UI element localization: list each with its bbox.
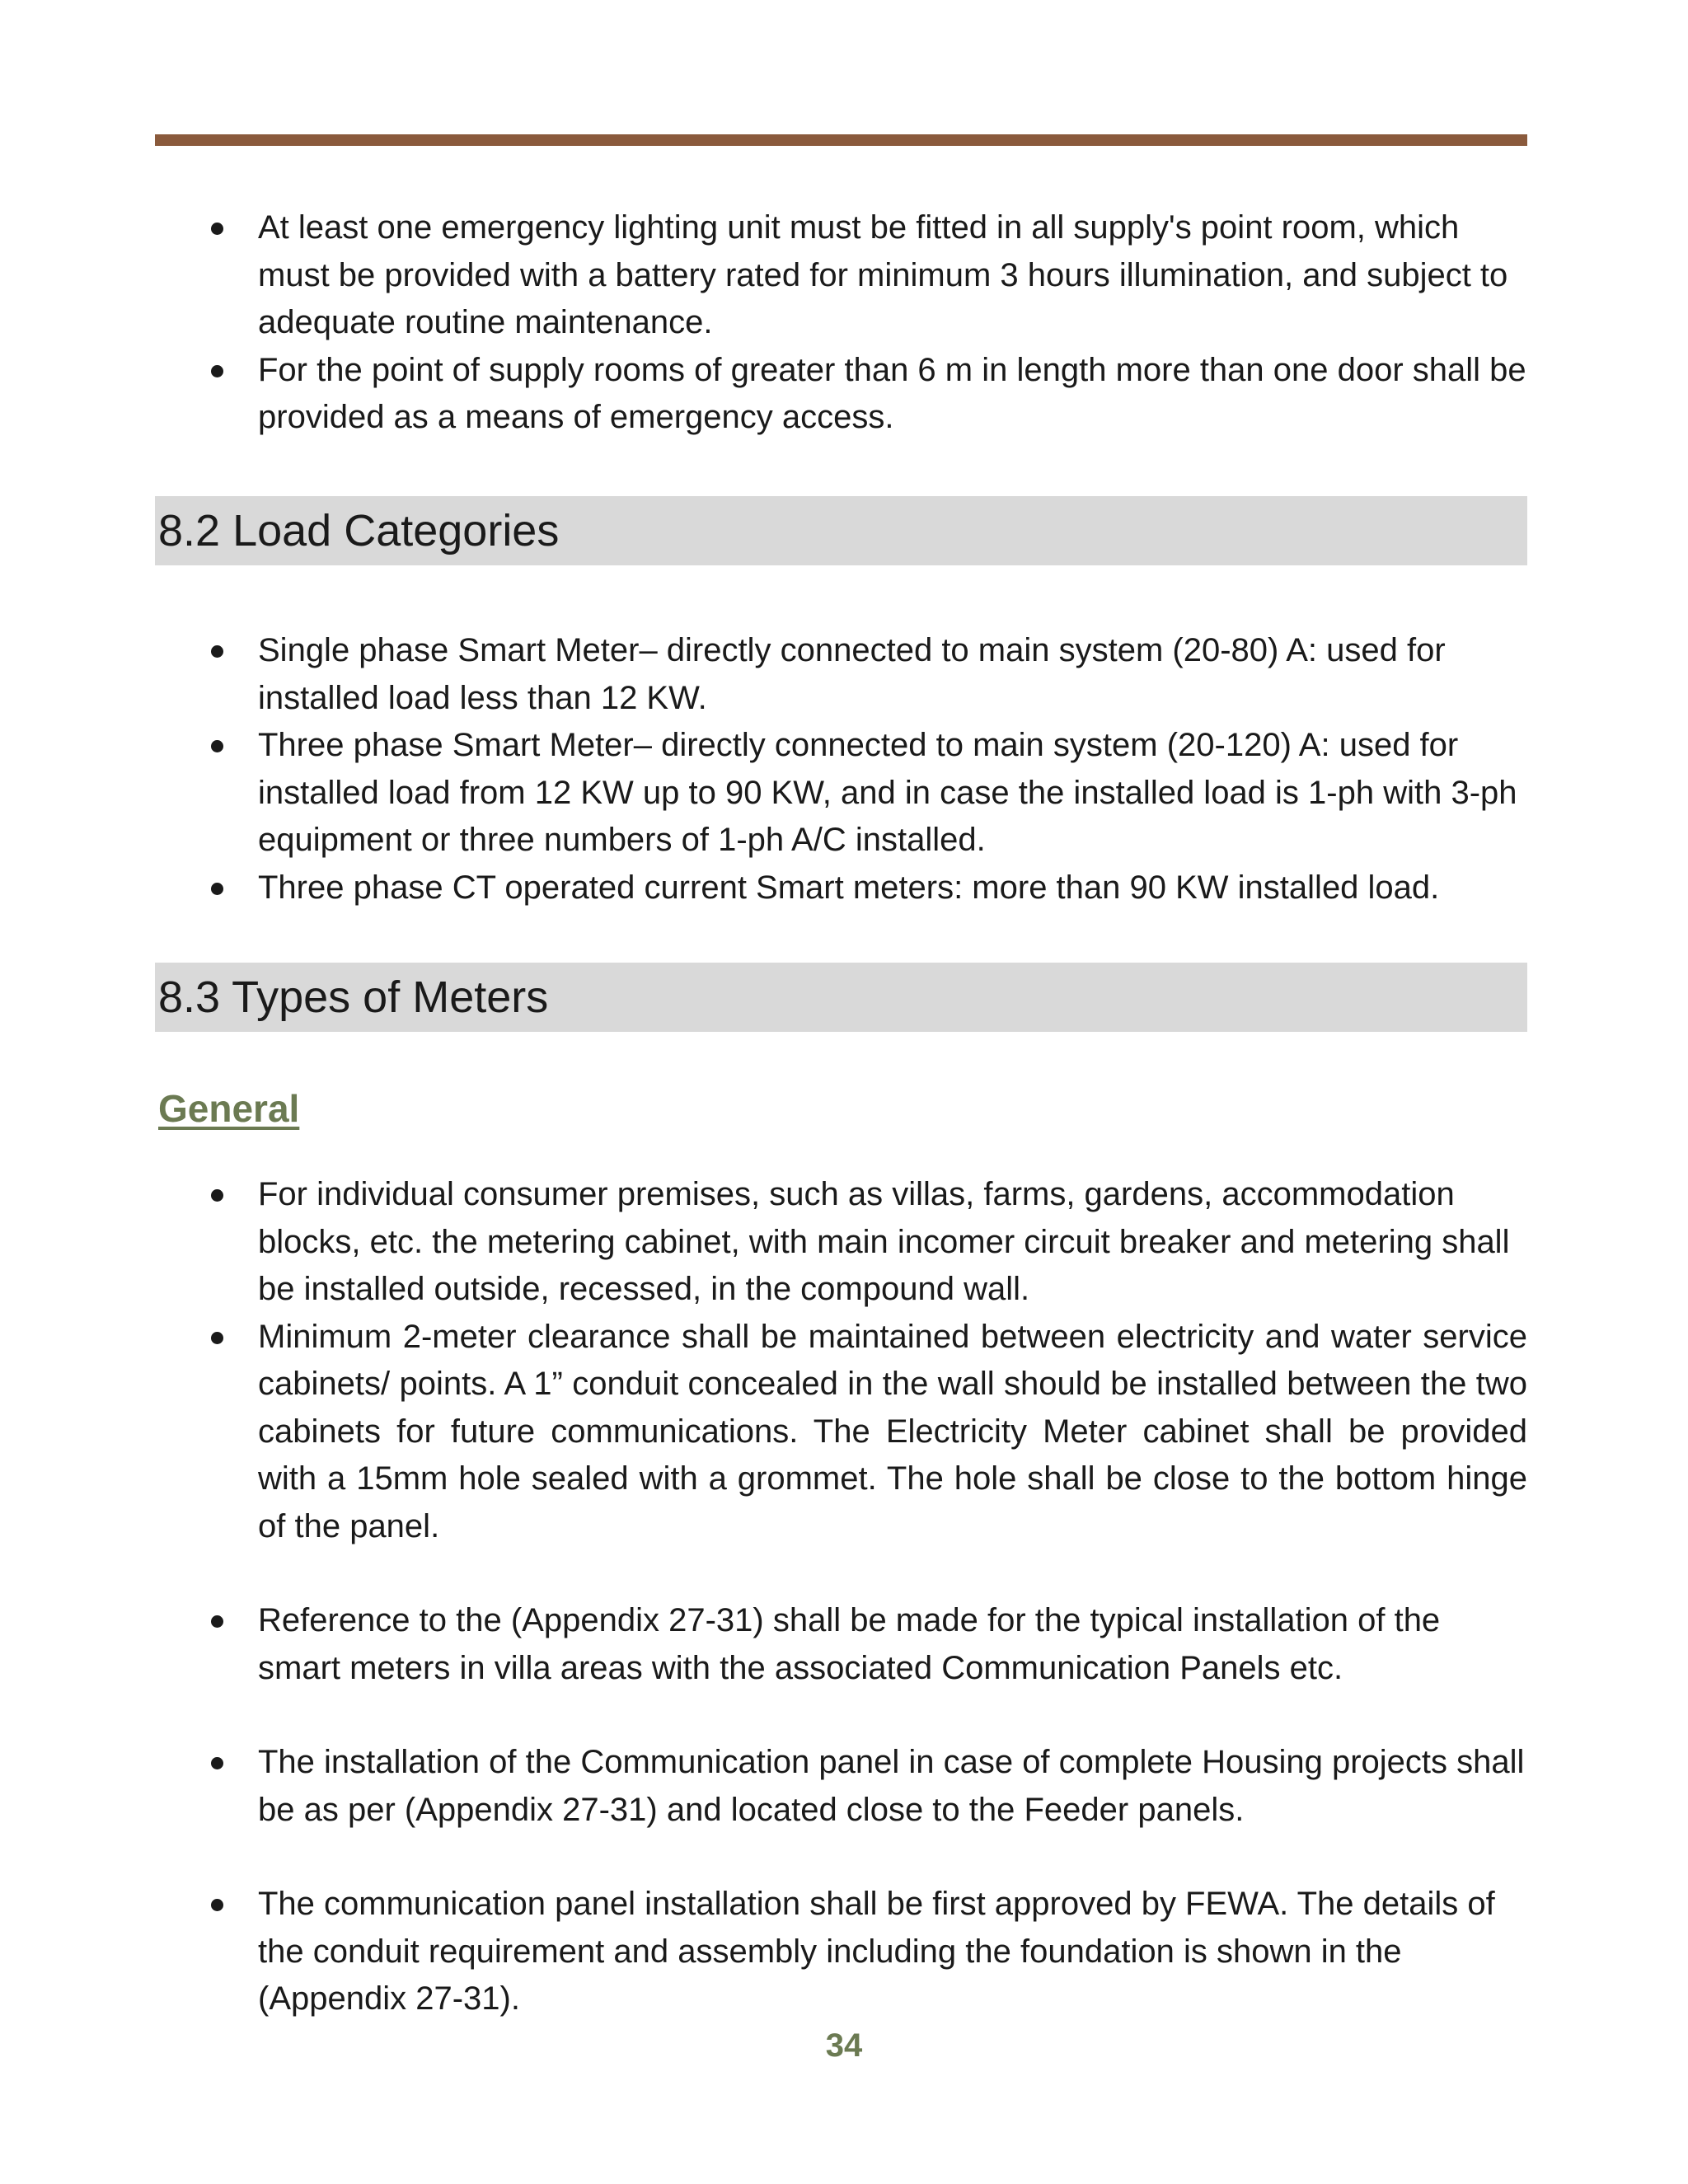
bullet-icon <box>211 1615 223 1628</box>
list-item <box>155 627 1527 722</box>
list-item-text: Minimum 2-meter clearance shall be maintained between electricity and water service cabinets/ points. A 1” conduit concealed in the wall should be installed between the two cabinets for future communications. The Electricity Meter cabinet shall be provided with a 15mm hole sealed with a grommet. The hole shall be close to the bottom hinge of the panel. <box>258 1318 1527 1544</box>
list-item <box>155 1739 1527 1834</box>
bullet-icon <box>211 1332 223 1344</box>
section-heading-types-of-meters: 8.3 Types of Meters <box>155 963 1527 1032</box>
list-item <box>155 1314 1527 1551</box>
subheading-general: General <box>158 1087 300 1130</box>
list-item <box>155 722 1527 865</box>
list-item-text: The communication panel installation shall be first approved by FEWA. The details of the conduit requirement and assembly including the foundation is shown in the (Appendix 27-31). <box>258 1886 1495 2017</box>
header-rule <box>155 134 1527 146</box>
intro-bullet-list <box>155 204 1527 442</box>
load-categories-bullet-list <box>155 627 1527 912</box>
list-item <box>155 1881 1527 2023</box>
bullet-icon <box>211 740 223 752</box>
list-item-text: For individual consumer premises, such as villas, farms, gardens, accommodation blocks, etc. the metering cabinet, with main incomer circuit breaker and metering shall be installed outside, recessed, in the compound wall. <box>258 1176 1510 1307</box>
bullet-icon <box>211 883 223 895</box>
bullet-icon <box>211 1757 223 1769</box>
list-item-text: At least one emergency lighting unit must be fitted in all supply's point room, which must be provided with a battery rated for minimum 3 hours illumination, and subject to adequate routine maintenance. <box>258 209 1508 340</box>
list-item <box>155 1597 1527 1692</box>
bullet-icon <box>211 1189 223 1202</box>
section-heading-load-categories: 8.2 Load Categories <box>155 496 1527 565</box>
list-item-text: For the point of supply rooms of greater than 6 m in length more than one door shall be provided as a means of emergency access. <box>258 351 1526 435</box>
list-item <box>155 204 1527 347</box>
list-item-text: Three phase Smart Meter– directly connected to main system (20-120) A: used for installed load from 12 KW up to 90 KW, and in case the installed load is 1-ph with 3-ph equipment or three numbers of 1-ph A/C installed. <box>258 727 1517 858</box>
list-item-text: Reference to the (Appendix 27-31) shall be made for the typical installation of the smart meters in villa areas with the associated Communication Panels etc. <box>258 1602 1441 1686</box>
types-of-meters-bullet-list <box>155 1171 1527 2023</box>
list-item-text: Three phase CT operated current Smart meters: more than 90 KW installed load. <box>258 869 1440 906</box>
list-item-text: Single phase Smart Meter– directly connected to main system (20-80) A: used for installed load less than 12 KW. <box>258 632 1446 716</box>
list-item <box>155 1171 1527 1314</box>
bullet-icon <box>211 645 223 658</box>
list-item-text: The installation of the Communication panel in case of complete Housing projects shall be as per (Appendix 27-31) and located close to the Feeder panels. <box>258 1744 1525 1828</box>
page-number: 34 <box>825 2027 863 2064</box>
list-item <box>155 347 1527 442</box>
bullet-icon <box>211 365 223 377</box>
bullet-icon <box>211 223 223 235</box>
list-item <box>155 865 1527 912</box>
bullet-icon <box>211 1899 223 1911</box>
